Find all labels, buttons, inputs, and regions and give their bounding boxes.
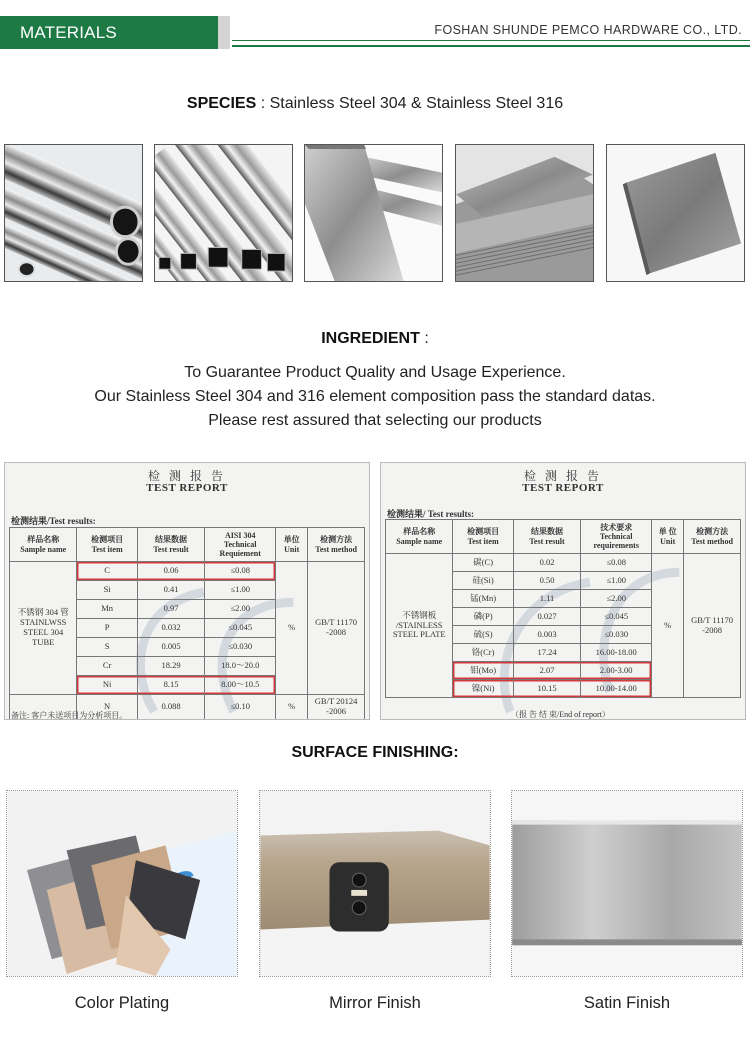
test-item-cell: N [77,695,137,720]
test-item-cell: Cr [77,657,137,676]
requirement-cell: 2.00-3.00 [581,662,652,680]
test-item-cell: 硅(Si) [453,572,513,590]
test-result-cell: 2.07 [513,662,580,680]
test-result-cell: 0.005 [137,638,204,657]
test-report-316 [380,462,746,720]
requirement-cell: ≤0.030 [205,638,276,657]
test-item-cell: 硫(S) [453,626,513,644]
mirror-finish-caption: Mirror Finish [329,994,421,1012]
method-cell: GB/T 11170 -2008 [308,562,365,695]
test-item-cell: Si [77,581,137,600]
header-rule-thin [232,40,750,41]
report-304-title-cn: 检 测 报 告 [147,469,226,483]
test-result-cell: 0.41 [137,581,204,600]
flat-bars-image [304,144,443,282]
test-result-cell: 0.003 [513,626,580,644]
test-item-cell: C [77,562,137,581]
square-tubes-image [154,144,293,282]
test-item-cell: 钼(Mo) [453,662,513,680]
test-result-cell: 0.02 [513,554,580,572]
table-header-cell: 结果数据 Test result [513,520,580,554]
requirement-cell: 18.0～20.0 [205,657,276,676]
test-item-cell: 镍(Ni) [453,680,513,698]
surface-label: SURFACE FINISHING [291,744,454,761]
requirement-cell: ≤1.00 [581,572,652,590]
report-316-title-cn: 检 测 报 告 [523,469,602,483]
table-header-cell: 检测方法 Test method [684,520,741,554]
table-header-cell: AISI 304 Technical Requiement [205,528,276,562]
test-item-cell: P [77,619,137,638]
test-result-cell: 0.088 [137,695,204,720]
report-316-footnote: （报 告 结 束/End of report） [511,710,610,719]
table-header-cell: 检测项目 Test item [77,528,137,562]
requirement-cell: ≤0.045 [205,619,276,638]
test-item-cell: 碳(C) [453,554,513,572]
table-header-cell: 单位 Unit [276,528,308,562]
requirement-cell: ≤0.045 [581,608,652,626]
report-304-results-label: 检测结果/Test results: [11,516,96,526]
report-316-table [385,519,741,698]
ingredient-line-1: To Guarantee Product Quality and Usage Experience. [184,364,566,381]
table-header-cell: 检测项目 Test item [453,520,513,554]
sample-name-cell: 不锈钢 304 管 STAINLWSS STEEL 304 TUBE [10,562,77,695]
test-result-cell: 0.50 [513,572,580,590]
materials-tab [0,16,218,49]
report-304-title-en: TEST REPORT [146,482,228,494]
test-result-cell: 0.027 [513,608,580,626]
report-304-footnote: 备注: 客户未送项目为分析项目。 [11,711,128,720]
surface-heading [0,744,750,762]
test-result-cell: 17.24 [513,644,580,662]
unit-cell: % [276,562,308,695]
test-result-cell: 8.15 [137,676,204,695]
mirror-finish-image [259,790,491,977]
table-header-cell: 检测方法 Test method [308,528,365,562]
color-plating-caption: Color Plating [74,994,170,1012]
requirement-cell: ≤0.10 [205,695,276,720]
report-304-table [9,527,365,720]
ingredient-label: INGREDIENT [321,330,420,347]
test-result-cell: 18.29 [137,657,204,676]
method-cell: GB/T 11170 -2008 [684,554,741,698]
requirement-cell: ≤2.00 [581,590,652,608]
table-header-cell: 结果数据 Test result [137,528,204,562]
company-name: FOSHAN SHUNDE PEMCO HARDWARE CO., LTD. [434,23,742,37]
requirement-cell: ≤2.00 [205,600,276,619]
test-item-cell: S [77,638,137,657]
satin-finish-caption: Satin Finish [583,994,671,1012]
table-header-cell: 单 位 Unit [652,520,684,554]
requirement-cell: 10.00-14.00 [581,680,652,698]
unit-cell: % [652,554,684,698]
table-row [10,562,365,581]
test-item-cell: Mn [77,600,137,619]
test-result-cell: 1.11 [513,590,580,608]
requirement-cell: 16.00-18.00 [581,644,652,662]
surface-colon: : [453,744,459,761]
ingredient-line-3: Please rest assured that selecting our products [208,412,542,429]
table-header-cell: 样品名称 Sample name [10,528,77,562]
test-item-cell: 铬(Cr) [453,644,513,662]
ingredient-line-2: Our Stainless Steel 304 and 316 element composition pass the standard datas. [94,388,656,405]
header-rule-thick [232,45,750,47]
species-heading [0,95,750,113]
test-report-304 [4,462,370,720]
steel-plate-image [606,144,745,282]
test-result-cell: 0.06 [137,562,204,581]
header-gray-block [218,16,230,49]
report-316-results-label: 检测结果/ Test results: [387,509,475,519]
sample-name-cell: 不锈钢板 /STAINLESS STEEL PLATE [386,554,453,698]
report-316-title-en: TEST REPORT [522,482,604,494]
table-header-cell: 技术要求 Technical requirements [581,520,652,554]
species-text: : Stainless Steel 304 & Stainless Steel 316 [260,95,564,112]
sheet-stack-image [455,144,594,282]
test-item-cell: Ni [77,676,137,695]
test-result-cell: 0.032 [137,619,204,638]
table-row [386,554,741,572]
requirement-cell: 8.00～10.5 [205,676,276,695]
requirement-cell: ≤0.08 [205,562,276,581]
requirement-cell: ≤0.08 [581,554,652,572]
requirement-cell: ≤1.00 [205,581,276,600]
satin-finish-image [511,790,743,977]
requirement-cell: ≤0.030 [581,626,652,644]
species-label: SPECIES [186,95,257,112]
unit-cell: % [276,695,308,720]
ingredient-heading [0,330,750,348]
test-result-cell: 0.97 [137,600,204,619]
table-header-cell: 样品名称 Sample name [386,520,453,554]
materials-tab-label: MATERIALS [20,23,117,42]
test-result-cell: 10.15 [513,680,580,698]
round-tubes-image [4,144,143,282]
test-item-cell: 锰(Mn) [453,590,513,608]
test-item-cell: 磷(P) [453,608,513,626]
method-cell: GB/T 20124 -2006 [308,695,365,720]
color-plating-image [6,790,238,977]
ingredient-colon: : [424,330,429,347]
